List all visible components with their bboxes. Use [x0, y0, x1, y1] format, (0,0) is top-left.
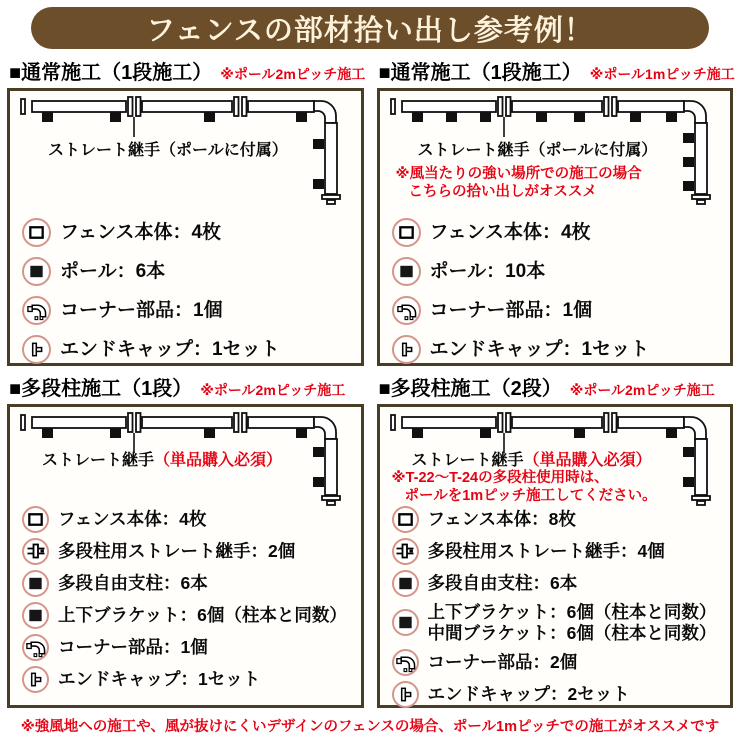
fence-panel-icon [22, 218, 51, 247]
item-label: フェンス本体：4枚 [58, 508, 207, 529]
item-label: 多段柱用ストレート継手：2個 [58, 540, 296, 561]
item-label: 中間ブラケット：6個（柱本と同数） [427, 622, 717, 643]
panel-heading-pitch-note: ※ポール2mピッチ施工 [200, 382, 346, 398]
item-label-group [430, 222, 591, 244]
pole-icon [392, 609, 419, 636]
item-label-group [430, 300, 593, 322]
item-label-group [430, 261, 546, 283]
item-label-group [58, 509, 206, 529]
parts-list-item [22, 663, 357, 695]
item-label-group [60, 222, 221, 244]
endcap-icon [22, 666, 49, 693]
panel-box [377, 88, 734, 366]
item-label-group [58, 541, 295, 561]
panel-header [379, 372, 734, 401]
corner-icon [392, 296, 421, 325]
diagram-label [412, 447, 652, 470]
pole-icon [392, 570, 419, 597]
item-label-group [428, 602, 717, 642]
diagram-label-main: ストレート継手 [417, 142, 530, 159]
endcap-icon [22, 335, 51, 364]
item-label: 上下ブラケット：6個（柱本と同数） [427, 602, 717, 623]
panel-header [9, 56, 364, 85]
pole-icon [392, 257, 421, 286]
corner-icon [392, 649, 419, 676]
parts-list-item [392, 678, 727, 710]
panels-grid [0, 54, 740, 708]
pole-icon [22, 257, 51, 286]
diagram-label-note: （ポールに付属） [529, 142, 658, 159]
panel-heading: ■通常施工（1段施工） [9, 62, 213, 84]
panel-box [7, 88, 364, 366]
fence-panel-icon [392, 218, 421, 247]
item-label: エンドキャップ：1セット [58, 668, 261, 689]
item-label: エンドキャップ：2セット [427, 683, 630, 704]
item-label-group [58, 669, 260, 689]
parts-list [22, 213, 357, 369]
footer-note: ※強風地への施工や、風が抜けにくいデザインのフェンスの場合、ポール1mピッチでの施工がオススメです [20, 719, 720, 735]
parts-list-item [22, 213, 357, 252]
item-label-group [428, 652, 578, 672]
item-label: フェンス本体：4枚 [60, 221, 222, 243]
parts-list [392, 213, 727, 369]
pole-icon [22, 570, 49, 597]
multi-joint-icon [392, 538, 419, 565]
advisory-note-line: ※T-22～T-24の多段柱使用時は、 [391, 470, 609, 486]
parts-list-item [392, 567, 727, 599]
parts-list-item [392, 330, 727, 369]
diagram-label [42, 447, 282, 470]
diagram-label-note: （単品購入必須） [154, 452, 283, 469]
item-label-group [428, 509, 576, 529]
panel-heading: ■通常施工（1段施工） [378, 62, 582, 84]
endcap-icon [392, 681, 419, 708]
panel-box [7, 404, 364, 708]
panel-normal-1m [377, 54, 734, 366]
parts-list-item [22, 631, 357, 663]
diagram-label-note: （単品購入必須） [523, 452, 652, 469]
item-label-group [428, 573, 578, 593]
item-label-group [58, 605, 347, 625]
panel-heading: ■多段柱施工（2段） [378, 378, 562, 400]
fence-panel-icon [392, 506, 419, 533]
parts-list-item [392, 503, 727, 535]
parts-list [22, 503, 357, 695]
diagram-label [418, 137, 658, 160]
page-title: フェンスの部材拾い出し参考例！ [31, 7, 709, 49]
diagram-label-main: ストレート継手 [411, 452, 524, 469]
item-label-group [58, 573, 208, 593]
item-label: ポール：10本 [429, 260, 546, 282]
item-label: フェンス本体：8枚 [427, 508, 576, 529]
panel-heading-pitch-note: ※ポール2mピッチ施工 [569, 382, 715, 398]
item-label: 上下ブラケット：6個（柱本と同数） [58, 604, 347, 625]
parts-list-item [22, 599, 357, 631]
multi-joint-icon [22, 538, 49, 565]
advisory-note-line: ポールを1mピッチ施工してください。 [404, 488, 657, 505]
parts-list-item [392, 213, 727, 252]
panel-multipost-2dan [377, 370, 734, 708]
item-label-group [430, 339, 650, 361]
diagram-label-main: ストレート継手 [42, 452, 155, 469]
item-label: エンドキャップ：1セット [429, 338, 650, 360]
diagram-label-main: ストレート継手 [48, 142, 161, 159]
item-label-group [60, 261, 165, 283]
item-label: エンドキャップ：1セット [60, 338, 280, 360]
parts-list-item [392, 646, 727, 678]
parts-list-item [22, 252, 357, 291]
pole-icon [22, 602, 49, 629]
item-label: 多段自由支柱：6本 [427, 572, 578, 593]
panel-heading-pitch-note: ※ポール1mピッチ施工 [589, 66, 735, 82]
item-label-group [58, 637, 208, 657]
item-label: コーナー部品：2個 [427, 651, 578, 672]
item-label: 多段自由支柱：6本 [58, 572, 208, 593]
parts-list-item [392, 599, 727, 646]
parts-list-item [22, 291, 357, 330]
item-label: ポール：6本 [60, 260, 166, 282]
item-label-group [60, 339, 280, 361]
diagram-label-note: （ポールに付属） [160, 142, 288, 159]
corner-icon [22, 634, 49, 661]
parts-list-item [392, 252, 727, 291]
fence-panel-icon [22, 506, 49, 533]
parts-list-item [22, 567, 357, 599]
item-label-group [428, 684, 630, 704]
endcap-icon [392, 335, 421, 364]
item-label-group [428, 541, 665, 561]
item-label-group [60, 300, 223, 322]
panel-advisory-note [396, 165, 642, 201]
corner-icon [22, 296, 51, 325]
parts-list-item [392, 535, 727, 567]
parts-list-item [392, 291, 727, 330]
parts-list-item [22, 503, 357, 535]
item-label: コーナー部品：1個 [58, 636, 208, 657]
advisory-note-line: ※風当たりの強い場所での施工の場合 [395, 166, 642, 182]
item-label: コーナー部品：1個 [429, 299, 593, 321]
panel-normal-2m [7, 54, 364, 366]
parts-list [392, 503, 727, 710]
panel-advisory-note [392, 469, 657, 505]
item-label: 多段柱用ストレート継手：4個 [427, 540, 665, 561]
panel-header [379, 56, 734, 85]
panel-header [9, 372, 364, 401]
panel-heading: ■多段柱施工（1段） [9, 378, 193, 400]
advisory-note-line: こちらの拾い出しがオススメ [408, 184, 597, 201]
parts-list-item [22, 535, 357, 567]
diagram-label [48, 137, 288, 160]
panel-heading-pitch-note: ※ポール2mピッチ施工 [220, 66, 366, 82]
panel-box [377, 404, 734, 708]
infographic-page [0, 7, 740, 736]
panel-multipost-1dan [7, 370, 364, 708]
item-label: フェンス本体：4枚 [429, 221, 591, 243]
item-label: コーナー部品：1個 [60, 299, 223, 321]
parts-list-item [22, 330, 357, 369]
